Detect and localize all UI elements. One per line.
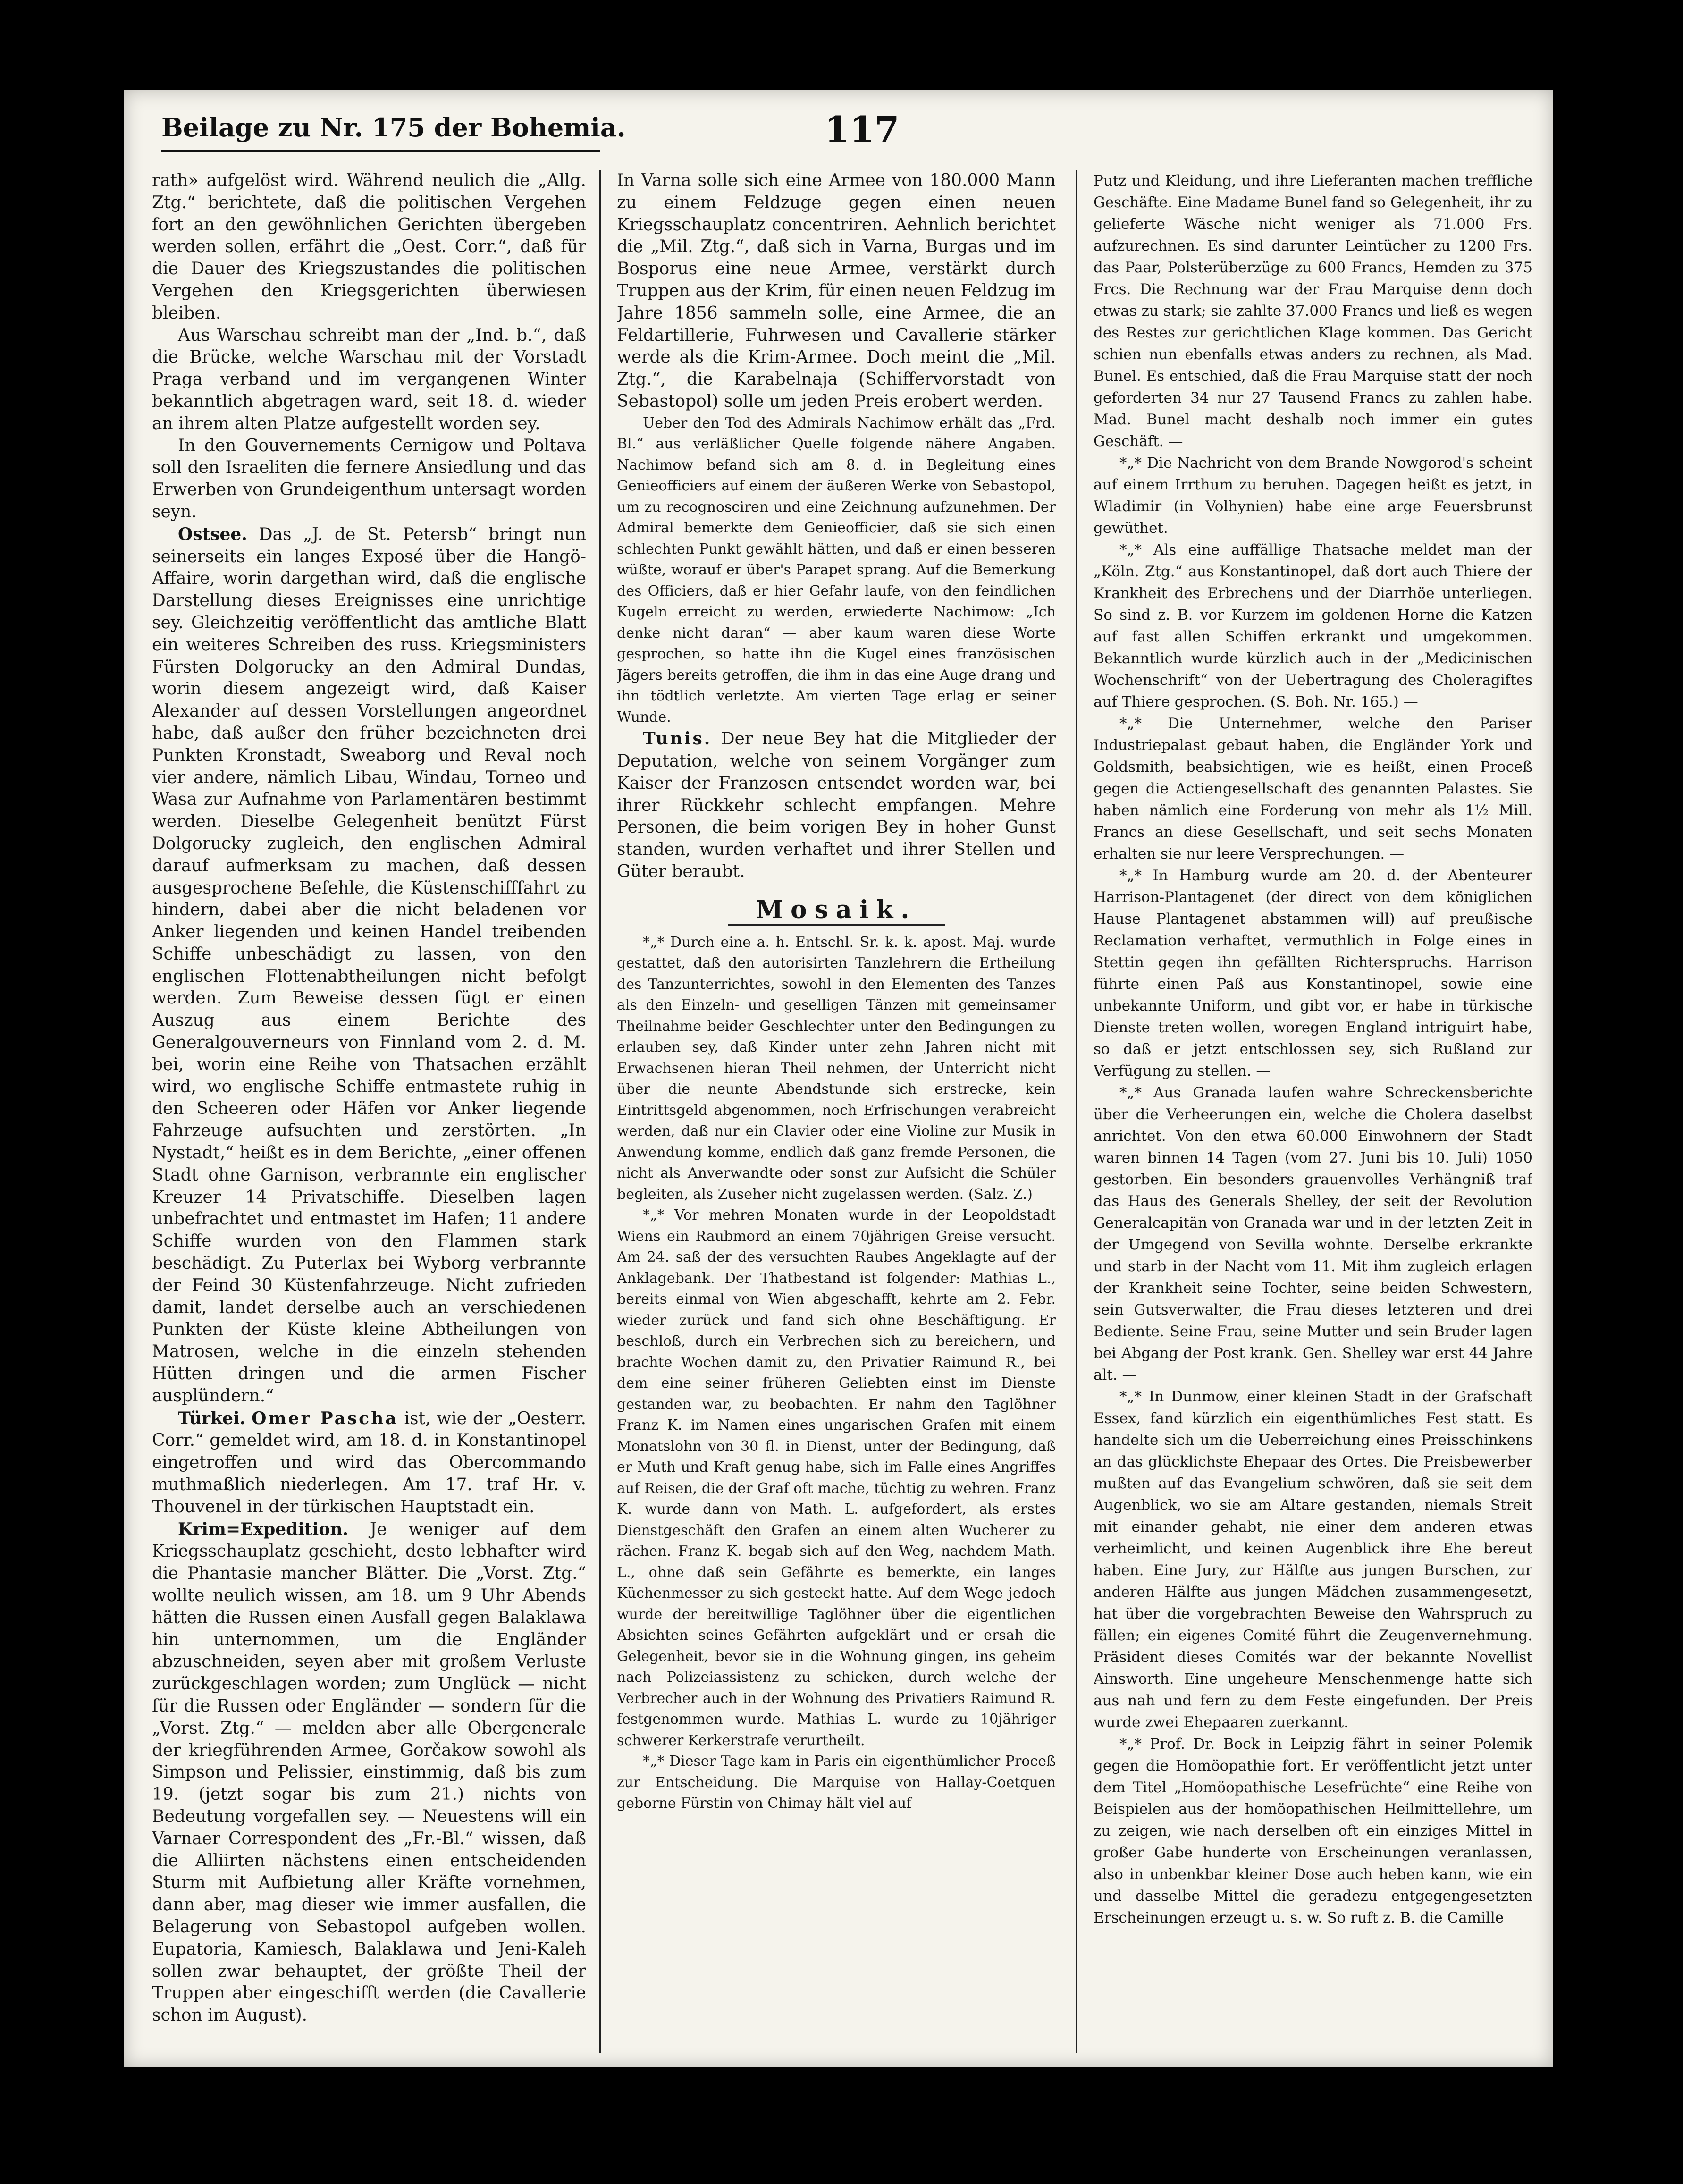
- article-text: Der neue Bey hat die Mitglieder der Deputation, welche von seinem Vorgänger zum Kaiser der Franzosen entsendet worden war, bei ihrer Rückkehr schlecht empfangen. Mehre Personen, die beim vorigen Bey in hoher Gunst standen, wurden verhaftet und ihrer Stellen und Güter beraubt.: [617, 729, 1056, 882]
- newspaper-page: [124, 90, 1553, 2067]
- article-text: Je weniger auf dem Kriegsschauplatz geschieht, desto lebhafter wird die Phantasie mancher Blätter. Die „Vorst. Ztg.“ wollte neulich wissen, am 18. um 9 Uhr Abends hätten die Russen einen Ausfall gegen Balaklawa hin unternommen, um die Engländer abzuschneiden, seyen aber mit großem Verluste zurückgeschlagen worden; zum Unglück — nicht für die Russen oder Engländer — sondern für die „Vorst. Ztg.“ — melden aber alle Obergenerale der kriegführenden Armee, Gorčakow sowohl als Simpson und Pelissier, einstimmig, daß bis zum 19. (jetzt sogar bis zum 21.) nichts von Bedeutung vorgefallen sey. — Neuestens will ein Varnaer Correspondent des „Fr.-Bl.“ wissen, daß die Alliirten nächstens einen entscheidenden Sturm mit Aufbietung aller Kräfte vornehmen, dann aber, mag dieser wie immer ausfallen, die Belagerung von Sebastopol aufgeben wollen. Eupatoria, Kamiesch, Balaklawa und Jeni-Kaleh sollen zwar behauptet, der größte Theil der Truppen aber eingeschifft werden (die Cavallerie schon im August).: [152, 1519, 586, 2025]
- article-paragraph: *„* Die Nachricht von dem Brande Nowgorod's scheint auf einem Irrthum zu beruhen. Dagegen heißt es jetzt, in Wladimir (in Volhynien) habe eine arge Feuersbrunst gewüthet.: [1094, 455, 1532, 537]
- small-print-block: [617, 413, 1056, 728]
- article-paragraph: *„* Prof. Dr. Bock in Leipzig fährt in seiner Polemik gegen die Homöopathie fort. Er veröffentlicht jetzt unter dem Titel „Homöopathische Lesefrüchte“ eine Reihe von Beispielen aus der homöopathischen Heilmittellehre, um zu zeigen, wie nach derselben oft ein einziges Mittel in großer Gabe hunderte von Erscheinungen veranlassen, also in unbenkbar kleiner Dose auch heben kann, wie ein und dasselbe Mittel die geradezu entgegengesetzten Erscheinungen erzeugt u. s. w. So ruft z. B. die Camille: [1094, 1736, 1532, 1926]
- article-paragraph: *„* In Hamburg wurde am 20. d. der Abenteurer Harrison-Plantagenet (der direct von dem königlichen Hause Plantagenet abstammen will) auf preußische Reclamation verhaftet, vermuthlich in Folge eines in Stettin gegen ihn gefällten Richterspruchs. Harrison führte einen Paß aus Konstantinopel, sowie eine unbekannte Uniform, und gibt vor, er habe in türkische Dienste treten wollen, woregen England intriguirt habe, so daß er jetzt entschlossen sey, sich Rußland zur Verfügung zu stellen. —: [1094, 867, 1532, 1079]
- section-heading-krim: Krim=Expedition.: [178, 1519, 349, 1539]
- column-divider: [599, 170, 601, 2053]
- article-paragraph: *„* Dieser Tage kam in Paris ein eigenthümlicher Proceß zur Entscheidung. Die Marquise von Hallay-Coetquen geborne Fürstin von Chimay hält viel auf: [617, 1753, 1056, 1812]
- column-left: [152, 170, 586, 2053]
- section-heading-mosaik: Mosaik.: [756, 895, 917, 924]
- article-paragraph: Aus Warschau schreibt man der „Ind. b.“, daß die Brücke, welche Warschau mit der Vorstadt Praga verband und im vergangenen Winter bekanntlich abgetragen ward, seit 18. d. wieder an ihrem alten Platze aufgestellt worden sey.: [152, 325, 586, 433]
- article-paragraph: [152, 1518, 586, 2027]
- article-paragraph: *„* Durch eine a. h. Entschl. Sr. k. k. apost. Maj. wurde gestattet, daß den autorisirten Tanzlehrern die Ertheilung des Tanzunterrichtes, sowohl in den Elementen des Tanzes als den Einzeln- und geselligen Tänzen mit gemeinsamer Theilnahme beider Geschlechter unter den Bedingungen zu erlauben sey, daß Kinder unter zehn Jahren nicht mit Erwachsenen hieran Theil nehmen, der Unterricht nicht über die neunte Abendstunde sich erstrecke, kein Eintrittsgeld abgenommen, noch Erfrischungen verabreicht werden, daß nur ein Clavier oder eine Violine zur Musik in Anwendung komme, endlich daß ganz fremde Personen, die nicht als Anverwandte oder sonst zur Aufsicht die Schüler begleiten, als Zuseher nicht zugelassen werden. (Salz. Z.): [617, 934, 1056, 1203]
- header-rule: [161, 150, 600, 152]
- article-text: Das „J. de St. Petersb“ bringt nun seinerseits ein langes Exposé über die Hangö-Affaire, worin dargethan wird, daß die englische Darstellung dieses Ereignisses eine unrichtige sey. Gleichzeitig veröffentlicht das amtliche Blatt ein weiteres Schreiben des russ. Kriegsministers Fürsten Dolgorucky an den Admiral Dundas, worin diesem angezeigt wird, daß Kaiser Alexander auf dessen Vorstellungen angeordnet habe, daß außer den früher bezeichneten drei Punkten Kronstadt, Sweaborg und Reval noch vier andere, nämlich Libau, Windau, Torneo und Wasa zur Aufnahme von Parlamentären bestimmt werden. Dieselbe Gelegenheit benützt Fürst Dolgorucky zugleich, den englischen Admiral darauf aufmerksam zu machen, daß dessen ausgesprochene Befehle, die Küstenschifffahrt zu hindern, dabei aber die nicht beladenen vor Anker liegenden und keinen Handel treibenden Schiffe unbeschädigt zu lassen, von den englischen Flottenabtheilungen nicht befolgt werden. Zum Beweise dessen fügt er einen Auszug aus einem Berichte des Generalgouverneurs von Finnland vom 2. d. M. bei, worin eine Reihe von Thatsachen erzählt wird, wo englische Schiffe entmastete ruhig in den Scheeren oder Häfen vor Anker liegende Fahrzeuge aufsuchten und zerstörten. „In Nystadt,“ heißt es in dem Berichte, „einer offenen Stadt ohne Garnison, verbrannte ein englischer Kreuzer 14 Privatschiffe. Dieselben lagen unbefrachtet und entmastet im Hafen; 11 andere Schiffe wurden von den Flammen stark beschädigt. Zu Puterlax bei Wyborg verbrannte der Feind 30 Küstenfahrzeuge. Nicht zufrieden damit, landet derselbe auch an verschiedenen Punkten der Küste kleine Abtheilungen von Matrosen, welche in die einzeln stehenden Hütten dringen und die armen Fischer ausplündern.“: [152, 524, 586, 1406]
- page-number: 117: [825, 109, 900, 151]
- column-right: [1094, 170, 1532, 2053]
- article-paragraph: *„* Aus Granada laufen wahre Schreckensberichte über die Verheerungen ein, welche die Cholera daselbst anrichtet. Von den etwa 60.000 Einwohnern der Stadt waren binnen 14 Tagen (vom 27. Juni bis 10. Juli) 1050 gestorben. Ein besonders grauenvolles Verhängniß traf das Haus des Generals Shelley, der seit der Revolution Generalcapitän von Granada war und in der letzten Zeit in der Umgegend von Sevilla wohnte. Derselbe erkrankte und starb in der Nacht vom 11. Mit ihm zugleich erlagen der Krankheit seine Tochter, seine beiden Schwestern, sein Gutsverwalter, die Frau dieses letzteren und drei Bediente. Seine Frau, seine Mutter und sein Bruder lagen bei Abgang der Post krank. Gen. Shelley war erst 44 Jahre alt. —: [1094, 1084, 1532, 1383]
- section-heading-ostsee: Ostsee.: [178, 524, 247, 544]
- article-paragraph: rath» aufgelöst wird. Während neulich die „Allg. Ztg.“ berichtete, daß die politischen Vergehen fort an den gewöhnlichen Gerichten übergeben werden sollen, erfährt die „Oest. Corr.“, daß für die Dauer des Kriegszustandes die politischen Vergehen den Kriegsgerichten überwiesen bleiben.: [152, 171, 586, 323]
- spaced-name: Omer Pascha: [252, 1408, 398, 1428]
- section-heading-tuerkei: Türkei.: [178, 1408, 246, 1428]
- article-paragraph: *„* Die Unternehmer, welche den Pariser Industriepalast gebaut haben, die Engländer York und Goldsmith, beabsichtigen, wie es heißt, einen Proceß gegen die Actiengesellschaft des genannten Palastes. Sie haben nämlich eine Forderung von mehr als 1½ Mill. Francs an diese Gesellschaft, und seit sechs Monaten erhalten sie nur leere Versprechungen. —: [1094, 715, 1532, 862]
- section-rule: [728, 924, 945, 926]
- article-paragraph: In den Gouvernements Cernigow und Poltava soll den Israeliten die fernere Ansiedlung und das Erwerben von Grundeigenthum untersagt worden seyn.: [152, 436, 586, 522]
- article-paragraph: *„* Vor mehren Monaten wurde in der Leopoldstadt Wiens ein Raubmord an einem 70jährigen Greise versucht. Am 24. saß der des versuchten Raubes Angeklagte auf der Anklagebank. Der Thatbestand ist folgender: Mathias L., bereits einmal von Wien abgeschafft, kehrte am 2. Febr. wieder zurück und fand sich ohne Beschäftigung. Er beschloß, durch ein Verbrechen sich zu bereichern, und brachte Wochen damit zu, den Privatier Raimund R., bei dem eine seiner früheren Geliebten einst im Dienste gestanden war, zu beobachten. Er nahm den Taglöhner Franz K. im Namen eines ungarischen Grafen mit einem Monatslohn von 30 fl. in Dienst, unter der Bedingung, daß er Muth und Kraft genug habe, sich im Falle eines Angriffes auf Reisen, die der Graf oft mache, tüchtig zu wehren. Franz K. wurde dann von Math. L. aufgefordert, als erstes Dienstgeschäft den Grafen an einem alten Wucherer zu rächen. Franz K. begab sich auf den Weg, nachdem Math. L., ohne daß sein Gefährte es bemerkte, ein langes Küchenmesser zu sich gesteckt hatte. Auf dem Wege jedoch wurde der bereitwillige Taglöhner über die eigentlichen Absichten seines Gefährten aufgeklärt und er ersah die Gelegenheit, bevor sie in die Wohnung gingen, ins geheim nach Polizeiassistenz zu schicken, durch welche der Verbrecher auch in der Wohnung des Privatiers Raimund R. festgenommen wurde. Mathias L. wurde zu 10jähriger schwerer Kerkerstrafe verurtheilt.: [617, 1207, 1056, 1749]
- small-print-block: [617, 932, 1056, 1814]
- section-heading-tunis: Tunis.: [643, 729, 712, 749]
- column-divider: [1076, 170, 1077, 2053]
- page-header: [161, 109, 1521, 153]
- article-text: ist, wie der „Oesterr. Corr.“ gemeldet wird, am 18. d. in Konstantinopel eingetroffen und wird das Obercommando muthmaßlich niederlegen. Am 17. traf Hr. v. Thouvenel in der türkischen Hauptstadt ein.: [152, 1408, 586, 1517]
- article-paragraph: Putz und Kleidung, und ihre Lieferanten machen treffliche Geschäfte. Eine Madame Bunel fand so Gelegenheit, ihr zu gelieferte Wäsche nicht weniger als 71.000 Frs. aufzurechnen. Es sind darunter Leintücher zu 1200 Frs. das Paar, Polsterüberzüge zu 600 Francs, Hemden zu 375 Frcs. Die Rechnung war der Frau Marquise denn doch etwas zu stark; sie zahlte 37.000 Francs und ließ es wegen des Restes zur gerichtlichen Klage kommen. Das Gericht schien nun ebenfalls etwas anders zu rechnen, als Mad. Bunel. Es entschied, daß die Frau Marquise statt der noch geforderten 34 nur 27 Tausend Francs zu zahlen habe. Mad. Bunel macht deshalb noch immer ein gutes Geschäft. —: [1094, 172, 1532, 450]
- article-paragraph: In Varna solle sich eine Armee von 180.000 Mann zu einem Feldzuge gegen einen neuen Kriegsschauplatz concentriren. Aehnlich berichtet die „Mil. Ztg.“, daß sich in Varna, Burgas und im Bosporus eine neue Armee, verstärkt durch Truppen aus der Krim, für einen neuen Feldzug im Jahre 1856 sammeln solle, eine Armee, die an Feldartillerie, Fuhrwesen und Cavallerie stärker werde als die Krim-Armee. Doch meint die „Mil. Ztg.“, die Karabelnaja (Schiffervorstadt von Sebastopol) solle um jeden Preis erobert werden.: [617, 171, 1056, 411]
- column-middle: [617, 170, 1056, 2053]
- article-paragraph: [617, 728, 1056, 883]
- article-paragraph: [152, 1408, 586, 1518]
- supplement-title: Beilage zu Nr. 175 der Bohemia.: [161, 112, 626, 143]
- article-paragraph: *„* Als eine auffällige Thatsache meldet man der „Köln. Ztg.“ aus Konstantinopel, daß dort auch Thiere der Krankheit des Erbrechens und der Diarrhöe unterliegen. So sind z. B. vor Kurzem im goldenen Horne die Katzen auf fast allen Schiffen erkrankt und umgekommen. Bekanntlich wurde kürzlich auch in der „Medicinischen Wochenschrift“ von der Uebertragung des Choleragiftes auf Thiere gesprochen. (S. Boh. Nr. 165.) —: [1094, 541, 1532, 710]
- article-paragraph: *„* In Dunmow, einer kleinen Stadt in der Grafschaft Essex, fand kürzlich ein eigenthümliches Fest statt. Es handelte sich um die Ueberreichung eines Preisschinkens an das glücklichste Ehepaar des Ortes. Die Preisbewerber mußten auf das Evangelium schwören, daß sie seit dem Augenblick, wo sie am Altare gestanden, niemals Streit mit einander gehabt, nie einer dem anderen etwas verheimlicht, und keinen Augenblick ihre Ehe bereut haben. Eine Jury, zur Hälfte aus jungen Burschen, zur anderen Hälfte aus jungen Mädchen zusammengesetzt, hat über die vorgebrachten Beweise den Wahrspruch zu fällen; ein eigenes Comité führt die Zeugenvernehmung. Präsident dieses Comités war der bekannte Novellist Ainsworth. Eine ungeheure Menschenmenge hatte sich aus nah und fern zu dem Feste eingefunden. Der Preis wurde zwei Ehepaaren zuerkannt.: [1094, 1388, 1532, 1731]
- article-paragraph: Ueber den Tod des Admirals Nachimow erhält das „Frd. Bl.“ aus verläßlicher Quelle folgende nähere Angaben. Nachimow befand sich am 8. d. in Begleitung eines Genieofficiers auf einem der äußeren Werke von Sebastopol, um zu recognosciren und eine Zeichnung aufzunehmen. Der Admiral bemerkte dem Genieofficier, daß sie sich einen schlechten Punkt gewählt hätten, und daß er einen besseren wüßte, worauf er über's Parapet sprang. Auf die Bemerkung des Officiers, daß er hier Gefahr laufe, von den feindlichen Kugeln erreicht zu werden, erwiederte Nachimow: „Ich denke nicht daran“ — aber kaum waren diese Worte gesprochen, so hatte ihn die Kugel eines französischen Jägers bereits getroffen, die ihm in das eine Auge drang und ihn tödtlich verletzte. Am vierten Tage erlag er seiner Wunde.: [617, 414, 1056, 725]
- article-paragraph: [152, 523, 586, 1408]
